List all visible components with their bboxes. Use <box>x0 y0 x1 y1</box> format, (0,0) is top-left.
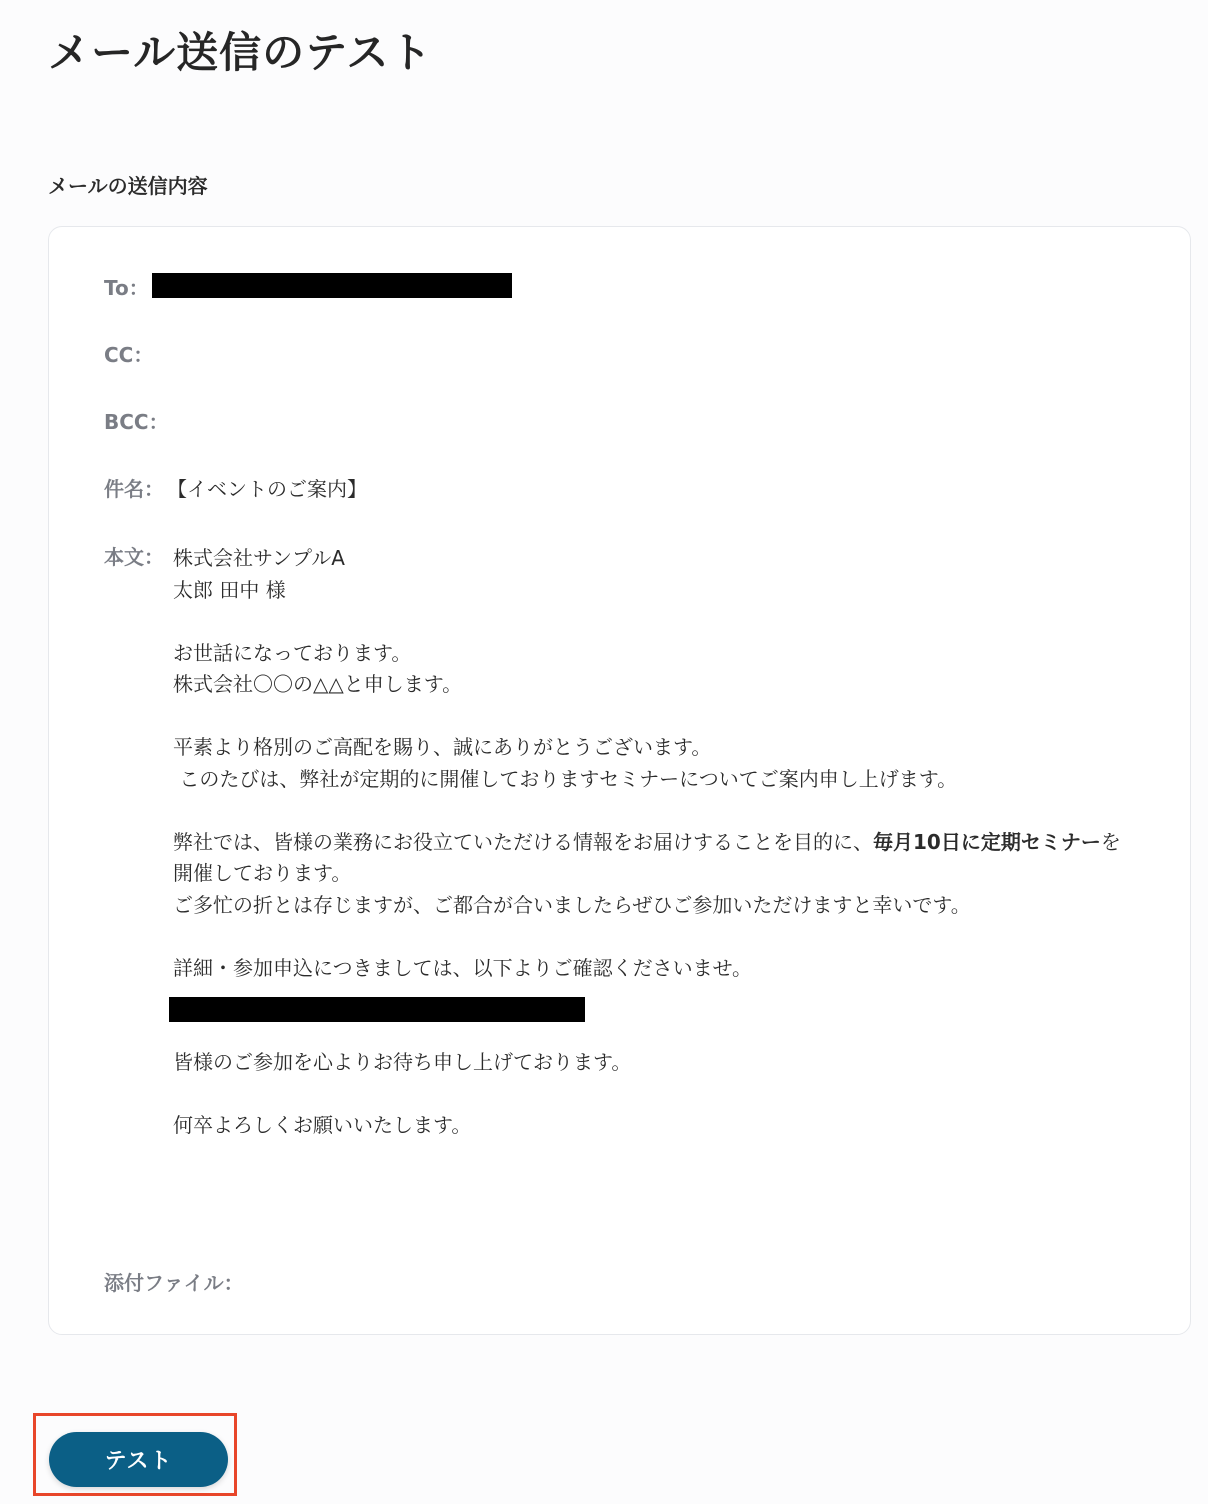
to-redacted-value <box>152 273 512 298</box>
body-line <box>173 606 1173 638</box>
mail-body <box>173 543 1173 1142</box>
body-line: 株式会社サンプルA <box>173 546 345 570</box>
body-line: 株式会社〇〇の△△と申します。 <box>173 672 463 696</box>
to-label: To： <box>104 276 149 300</box>
subject-value: 【イベントのご案内】 <box>167 477 367 501</box>
body-line: 太郎 田中 様 <box>173 577 286 602</box>
body-line <box>173 921 1173 953</box>
body-line: 詳細・参加申込につきましては、以下よりご確認くださいませ。 <box>173 955 752 980</box>
cc-label: CC： <box>104 343 154 367</box>
body-line <box>173 795 1173 827</box>
body-line <box>173 827 1173 859</box>
body-line-emphasis: 毎月10日に定期セミナー <box>873 829 1101 854</box>
mail-preview-card <box>48 226 1191 1335</box>
body-line: 何卒よろしくお願いいたします。 <box>173 1113 472 1137</box>
page-title: メール送信のテスト <box>48 28 433 77</box>
body-line: 平素より格別のご高配を賜り、誠にありがとうございます。 <box>173 735 712 759</box>
test-button[interactable]: テスト <box>49 1432 228 1487</box>
body-line <box>173 701 1173 733</box>
body-line: ご多忙の折とは存じますが、ご都合が合いましたらぜひご参加いただけますと幸いです。 <box>173 892 971 917</box>
attachment-label: 添付ファイル： <box>104 1271 244 1295</box>
body-line <box>173 1079 1173 1111</box>
body-label: 本文： <box>104 545 164 569</box>
section-title: メールの送信内容 <box>48 174 208 198</box>
subject-label: 件名： <box>104 477 164 501</box>
link-redacted-value <box>169 997 585 1022</box>
body-line-segment: を <box>1100 829 1121 854</box>
body-line: お世話になっております。 <box>173 640 412 665</box>
body-line: 開催しております。 <box>173 861 352 885</box>
bcc-label: BCC： <box>104 410 169 434</box>
body-line: 皆様のご参加を心よりお待ち申し上げております。 <box>173 1050 632 1074</box>
body-line-segment: 弊社では、皆様の業務にお役立ていただける情報をお届けすることを目的に、 <box>173 829 873 854</box>
body-line: このたびは、弊社が定期的に開催しておりますセミナーについてご案内申し上げます。 <box>173 766 958 791</box>
